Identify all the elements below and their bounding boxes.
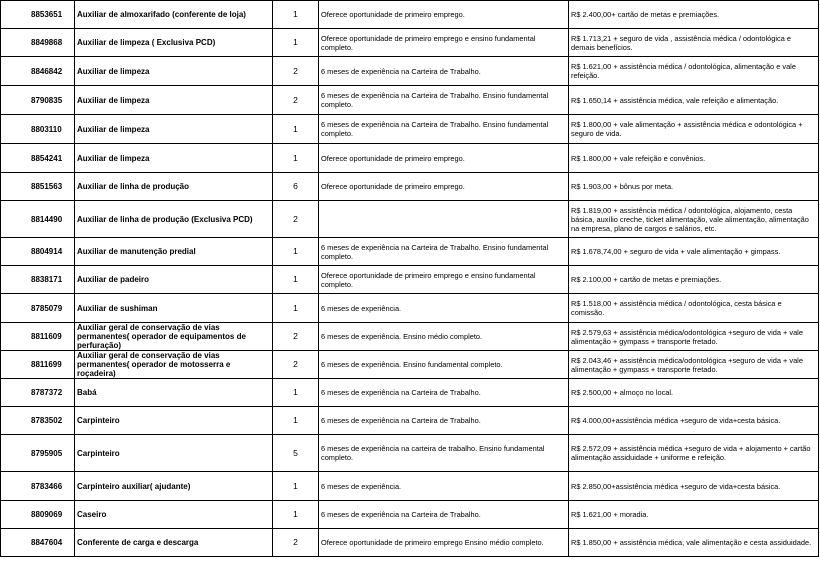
salary-benefits-cell: R$ 1.650,14 + assistência médica, vale refeição e alimentação. xyxy=(569,86,819,115)
job-title-cell: Auxiliar de linha de produção xyxy=(75,173,273,201)
vacancy-count-cell: 1 xyxy=(273,379,319,407)
vacancy-count-cell: 1 xyxy=(273,472,319,501)
job-code-cell: 8804914 xyxy=(1,238,75,266)
salary-benefits-cell: R$ 4.000,00+assistência médica +seguro de vida+cesta básica. xyxy=(569,407,819,435)
salary-benefits-cell: R$ 1.800,00 + vale refeição e convênios. xyxy=(569,144,819,173)
requirements-cell: Oferece oportunidade de primeiro emprego. xyxy=(319,144,569,173)
job-code-cell: 8814490 xyxy=(1,201,75,238)
table-row xyxy=(1,529,819,557)
salary-benefits-cell: R$ 1.678,74,00 + seguro de vida + vale alimentação + gimpass. xyxy=(569,238,819,266)
vacancy-count-cell: 6 xyxy=(273,173,319,201)
vacancy-count-cell: 5 xyxy=(273,435,319,472)
job-title-cell: Auxiliar de limpeza ( Exclusiva PCD) xyxy=(75,29,273,57)
job-code-cell: 8811699 xyxy=(1,351,75,379)
job-code-cell: 8809069 xyxy=(1,501,75,529)
job-code-cell: 8783502 xyxy=(1,407,75,435)
job-code-cell: 8787372 xyxy=(1,379,75,407)
table-row xyxy=(1,435,819,472)
job-title-cell: Auxiliar geral de conservação de vias permanentes( operador de motosserra e roçadeira) xyxy=(75,351,273,379)
table-row xyxy=(1,173,819,201)
salary-benefits-cell: R$ 1.850,00 + assistência médica, vale alimentação e cesta assiduidade. xyxy=(569,529,819,557)
requirements-cell: Oferece oportunidade de primeiro emprego e ensino fundamental completo. xyxy=(319,29,569,57)
job-title-cell: Auxiliar de limpeza xyxy=(75,86,273,115)
job-title-cell: Carpinteiro auxiliar( ajudante) xyxy=(75,472,273,501)
vacancy-count-cell: 1 xyxy=(273,266,319,294)
table-row xyxy=(1,1,819,29)
job-title-cell: Auxiliar de almoxarifado (conferente de loja) xyxy=(75,1,273,29)
job-code-cell: 8853651 xyxy=(1,1,75,29)
requirements-cell: 6 meses de experiência na Carteira de Trabalho. xyxy=(319,407,569,435)
table-row xyxy=(1,351,819,379)
job-title-cell: Auxiliar de limpeza xyxy=(75,144,273,173)
job-code-cell: 8803110 xyxy=(1,115,75,144)
salary-benefits-cell: R$ 2.500,00 + almoço no local. xyxy=(569,379,819,407)
table-row xyxy=(1,323,819,351)
salary-benefits-cell: R$ 1.621,00 + assistência médica / odontológica, alimentação e vale refeição. xyxy=(569,57,819,86)
vacancy-count-cell: 1 xyxy=(273,294,319,323)
salary-benefits-cell: R$ 1.621,00 + moradia. xyxy=(569,501,819,529)
job-code-cell: 8811609 xyxy=(1,323,75,351)
job-title-cell: Conferente de carga e descarga xyxy=(75,529,273,557)
job-title-cell: Auxiliar de manutenção predial xyxy=(75,238,273,266)
table-row xyxy=(1,201,819,238)
requirements-cell: 6 meses de experiência. xyxy=(319,294,569,323)
requirements-cell: 6 meses de experiência. Ensino médio completo. xyxy=(319,323,569,351)
table-row xyxy=(1,407,819,435)
job-code-cell: 8849868 xyxy=(1,29,75,57)
job-title-cell: Carpinteiro xyxy=(75,407,273,435)
job-title-cell: Caseiro xyxy=(75,501,273,529)
requirements-cell: 6 meses de experiência na Carteira de Trabalho. xyxy=(319,57,569,86)
salary-benefits-cell: R$ 2.579,63 + assistência médica/odontológica +seguro de vida + vale alimentação + gympass + transporte fretado. xyxy=(569,323,819,351)
table-row xyxy=(1,501,819,529)
salary-benefits-cell: R$ 2.572,09 + assistência médica +seguro de vida + alojamento + cartão alimentação assiduidade + uniforme e refeição. xyxy=(569,435,819,472)
job-title-cell: Auxiliar de sushiman xyxy=(75,294,273,323)
vacancy-count-cell: 2 xyxy=(273,86,319,115)
salary-benefits-cell: R$ 2.400,00+ cartão de metas e premiações. xyxy=(569,1,819,29)
table-row xyxy=(1,115,819,144)
job-title-cell: Auxiliar de limpeza xyxy=(75,57,273,86)
salary-benefits-cell: R$ 2.100,00 + cartão de metas e premiações. xyxy=(569,266,819,294)
job-code-cell: 8795905 xyxy=(1,435,75,472)
table-row xyxy=(1,379,819,407)
table-row xyxy=(1,57,819,86)
requirements-cell: 6 meses de experiência na Carteira de Trabalho. xyxy=(319,501,569,529)
table-row xyxy=(1,266,819,294)
table-row xyxy=(1,144,819,173)
job-code-cell: 8785079 xyxy=(1,294,75,323)
requirements-cell xyxy=(319,201,569,238)
job-code-cell: 8854241 xyxy=(1,144,75,173)
requirements-cell: 6 meses de experiência na Carteira de Trabalho. Ensino fundamental completo. xyxy=(319,86,569,115)
job-title-cell: Auxiliar de padeiro xyxy=(75,266,273,294)
vacancy-count-cell: 1 xyxy=(273,501,319,529)
vacancy-count-cell: 2 xyxy=(273,529,319,557)
requirements-cell: Oferece oportunidade de primeiro emprego Ensino médio completo. xyxy=(319,529,569,557)
job-code-cell: 8846842 xyxy=(1,57,75,86)
vacancy-count-cell: 2 xyxy=(273,57,319,86)
job-title-cell: Auxiliar de linha de produção (Exclusiva PCD) xyxy=(75,201,273,238)
vacancy-count-cell: 2 xyxy=(273,201,319,238)
requirements-cell: 6 meses de experiência na Carteira de Trabalho. Ensino fundamental completo. xyxy=(319,115,569,144)
job-listing-rows xyxy=(1,1,819,557)
job-code-cell: 8790835 xyxy=(1,86,75,115)
salary-benefits-cell: R$ 1.819,00 + assistência médica / odontológica, alojamento, cesta básica, auxílio creche, ticket alimentação, vale alimentação, alimentação na empresa, plano de cargos e salários, etc. xyxy=(569,201,819,238)
salary-benefits-cell: R$ 1.518,00 + assistência médica / odontológica, cesta básica e comissão. xyxy=(569,294,819,323)
job-code-cell: 8847604 xyxy=(1,529,75,557)
requirements-cell: 6 meses de experiência. Ensino fundamental completo. xyxy=(319,351,569,379)
requirements-cell: 6 meses de experiência na Carteira de Trabalho. Ensino fundamental completo. xyxy=(319,238,569,266)
salary-benefits-cell: R$ 1.903,00 + bônus por meta. xyxy=(569,173,819,201)
vacancy-count-cell: 1 xyxy=(273,29,319,57)
job-code-cell: 8838171 xyxy=(1,266,75,294)
job-code-cell: 8851563 xyxy=(1,173,75,201)
requirements-cell: Oferece oportunidade de primeiro emprego. xyxy=(319,173,569,201)
requirements-cell: 6 meses de experiência na Carteira de Trabalho. xyxy=(319,379,569,407)
table-row xyxy=(1,86,819,115)
vacancy-count-cell: 1 xyxy=(273,144,319,173)
requirements-cell: 6 meses de experiência. xyxy=(319,472,569,501)
vacancy-count-cell: 1 xyxy=(273,115,319,144)
table-row xyxy=(1,29,819,57)
job-title-cell: Auxiliar de limpeza xyxy=(75,115,273,144)
job-title-cell: Babá xyxy=(75,379,273,407)
vacancy-count-cell: 1 xyxy=(273,1,319,29)
salary-benefits-cell: R$ 1.800,00 + vale alimentação + assistência médica e odontológica + seguro de vida. xyxy=(569,115,819,144)
vacancy-count-cell: 2 xyxy=(273,351,319,379)
salary-benefits-cell: R$ 1.713,21 + seguro de vida , assistência médica / odontológica e demais benefícios. xyxy=(569,29,819,57)
job-title-cell: Auxiliar geral de conservação de vias permanentes( operador de equipamentos de perfuração) xyxy=(75,323,273,351)
job-title-cell: Carpinteiro xyxy=(75,435,273,472)
requirements-cell: 6 meses de experiência na carteira de trabalho. Ensino fundamental completo. xyxy=(319,435,569,472)
job-code-cell: 8783466 xyxy=(1,472,75,501)
vacancy-count-cell: 1 xyxy=(273,407,319,435)
salary-benefits-cell: R$ 2.043,46 + assistência médica/odontológica +seguro de vida + vale alimentação + gympass + transporte fretado. xyxy=(569,351,819,379)
salary-benefits-cell: R$ 2.850,00+assistência médica +seguro de vida+cesta básica. xyxy=(569,472,819,501)
table-row xyxy=(1,294,819,323)
table-row xyxy=(1,472,819,501)
vacancy-count-cell: 1 xyxy=(273,238,319,266)
vacancy-count-cell: 2 xyxy=(273,323,319,351)
requirements-cell: Oferece oportunidade de primeiro emprego. xyxy=(319,1,569,29)
table-row xyxy=(1,238,819,266)
requirements-cell: Oferece oportunidade de primeiro emprego e ensino fundamental completo. xyxy=(319,266,569,294)
